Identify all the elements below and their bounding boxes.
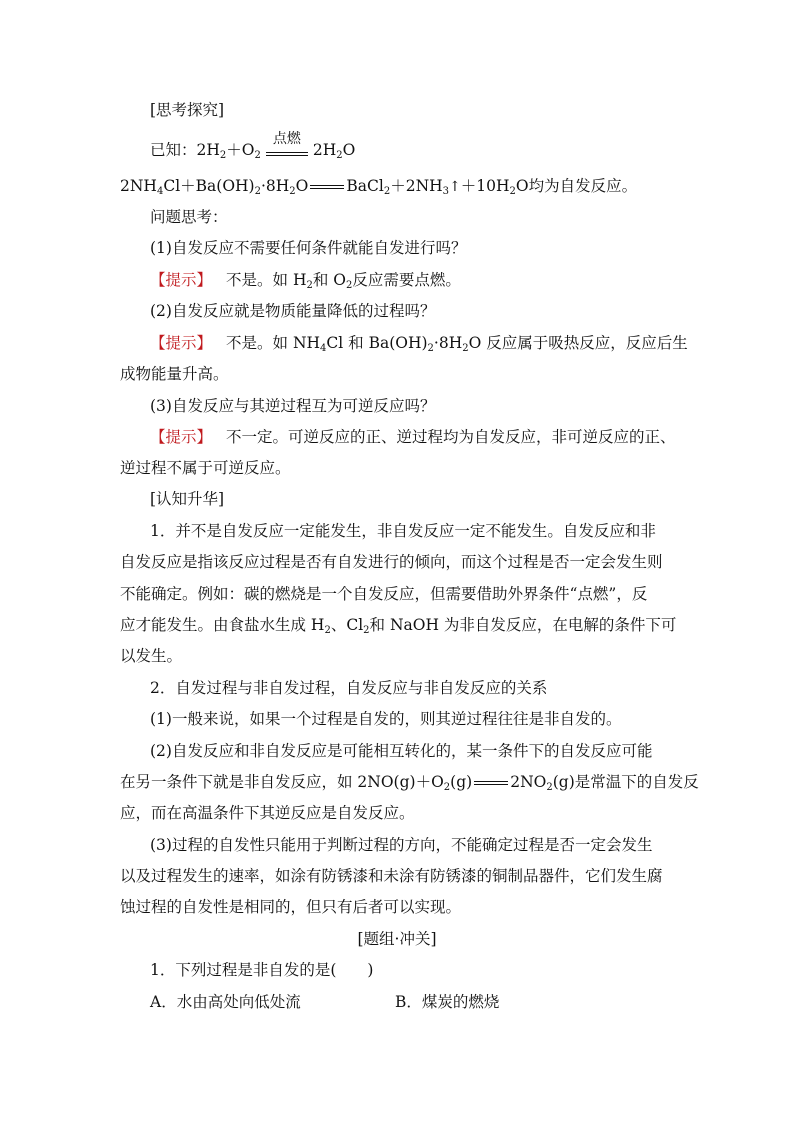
paragraph-2-item-3-line-2: 以及过程发生的速率，如涂有防锈漆和未涂有防锈漆的铜制品器件，它们发生腐 xyxy=(120,867,663,885)
exercise-1-option-b: B．煤炭的燃烧 xyxy=(395,993,500,1011)
section-heading-group: [题组·冲关] xyxy=(357,930,437,948)
paragraph-2-item-3-line-3: 蚀过程的自发性是相同的，但只有后者可以实现。 xyxy=(120,898,462,916)
paragraph-2-item-2-line-1: (2)自发反应和非自发反应是可能相互转化的，某一条件下的自发反应可能 xyxy=(150,742,653,760)
equals-sign xyxy=(474,777,508,789)
answer-3: 【提示】 不一定。可逆反应的正、逆过程均为自发反应，非可逆反应的正、 xyxy=(150,428,676,446)
question-3: (3)自发反应与其逆过程互为可逆反应吗？ xyxy=(150,397,436,415)
hint-label: 【提示】 xyxy=(150,428,213,446)
hint-label: 【提示】 xyxy=(150,334,213,352)
paragraph-2-item-3-line-1: (3)过程的自发性只能用于判断过程的方向，不能确定过程是否一定会发生 xyxy=(150,836,653,854)
question-1: (1)自发反应不需要任何条件就能自发进行吗？ xyxy=(150,239,467,257)
paragraph-2-item-2-line-3: 应，而在高温条件下其逆反应是自发反应。 xyxy=(120,804,415,822)
paragraph-1-line-1: 1．并不是自发反应一定能发生，非自发反应一定不能发生。自发反应和非 xyxy=(150,522,656,540)
section-heading-cognition: [认知升华] xyxy=(150,490,225,508)
given-equation: 已知：$2H_2+O_2$ 点燃 $2H_2O$ xyxy=(150,131,356,161)
exercise-1-question: 1．下列过程是非自发的是( ) xyxy=(150,961,374,979)
equals-sign xyxy=(310,181,344,193)
paragraph-1-line-2: 自发反应是指该反应过程是否有自发进行的倾向，而这个过程是否一定会发生则 xyxy=(120,553,663,571)
answer-1: 【提示】 不是。如 $H_2$和 $O_2$反应需要点燃。 xyxy=(150,271,461,291)
paragraph-1-line-3: 不能确定。例如：碳的燃烧是一个自发反应，但需要借助外界条件“点燃”，反 xyxy=(120,585,648,603)
exercise-1-option-a: A．水由高处向低处流 xyxy=(150,993,301,1011)
answer-2: 【提示】 不是。如 $NH_4Cl$ 和 $Ba(OH)_2\cdot 8H_2O$ 反应属于吸热反应，反应后生 xyxy=(150,334,688,354)
hint-label: 【提示】 xyxy=(150,271,213,289)
paragraph-2-item-2-line-2: 在另一条件下就是非自发反应，如 $2NO(g)+O_2(g)$ $2NO_2(g)$是常温下的自发反 xyxy=(120,773,699,793)
question-2: (2)自发反应就是物质能量降低的过程吗？ xyxy=(150,302,436,320)
paragraph-2-title: 2．自发过程与非自发过程，自发反应与非自发反应的关系 xyxy=(150,679,548,697)
reaction-equation-2: $2NH_4Cl+Ba(OH)_2\cdot 8H_2O$ $BaCl_2+2NH_3↑+10H_2O$均为自发反应。 xyxy=(120,177,638,197)
answer-2-continued: 成物能量升高。 xyxy=(120,365,229,383)
paragraph-2-item-1: (1)一般来说，如果一个过程是自发的，则其逆过程往往是非自发的。 xyxy=(150,710,622,728)
section-heading-think-explore: [思考探究] xyxy=(150,101,225,119)
condition-arrow: 点燃 xyxy=(264,141,310,161)
question-title: 问题思考： xyxy=(150,208,228,226)
paragraph-1-line-5: 以发生。 xyxy=(120,647,183,665)
paragraph-1-line-4: 应才能发生。由食盐水生成 $H_2$、$Cl_2$和 NaOH 为非自发反应，在电解的条件下可 xyxy=(120,616,677,636)
answer-3-continued: 逆过程不属于可逆反应。 xyxy=(120,459,291,477)
